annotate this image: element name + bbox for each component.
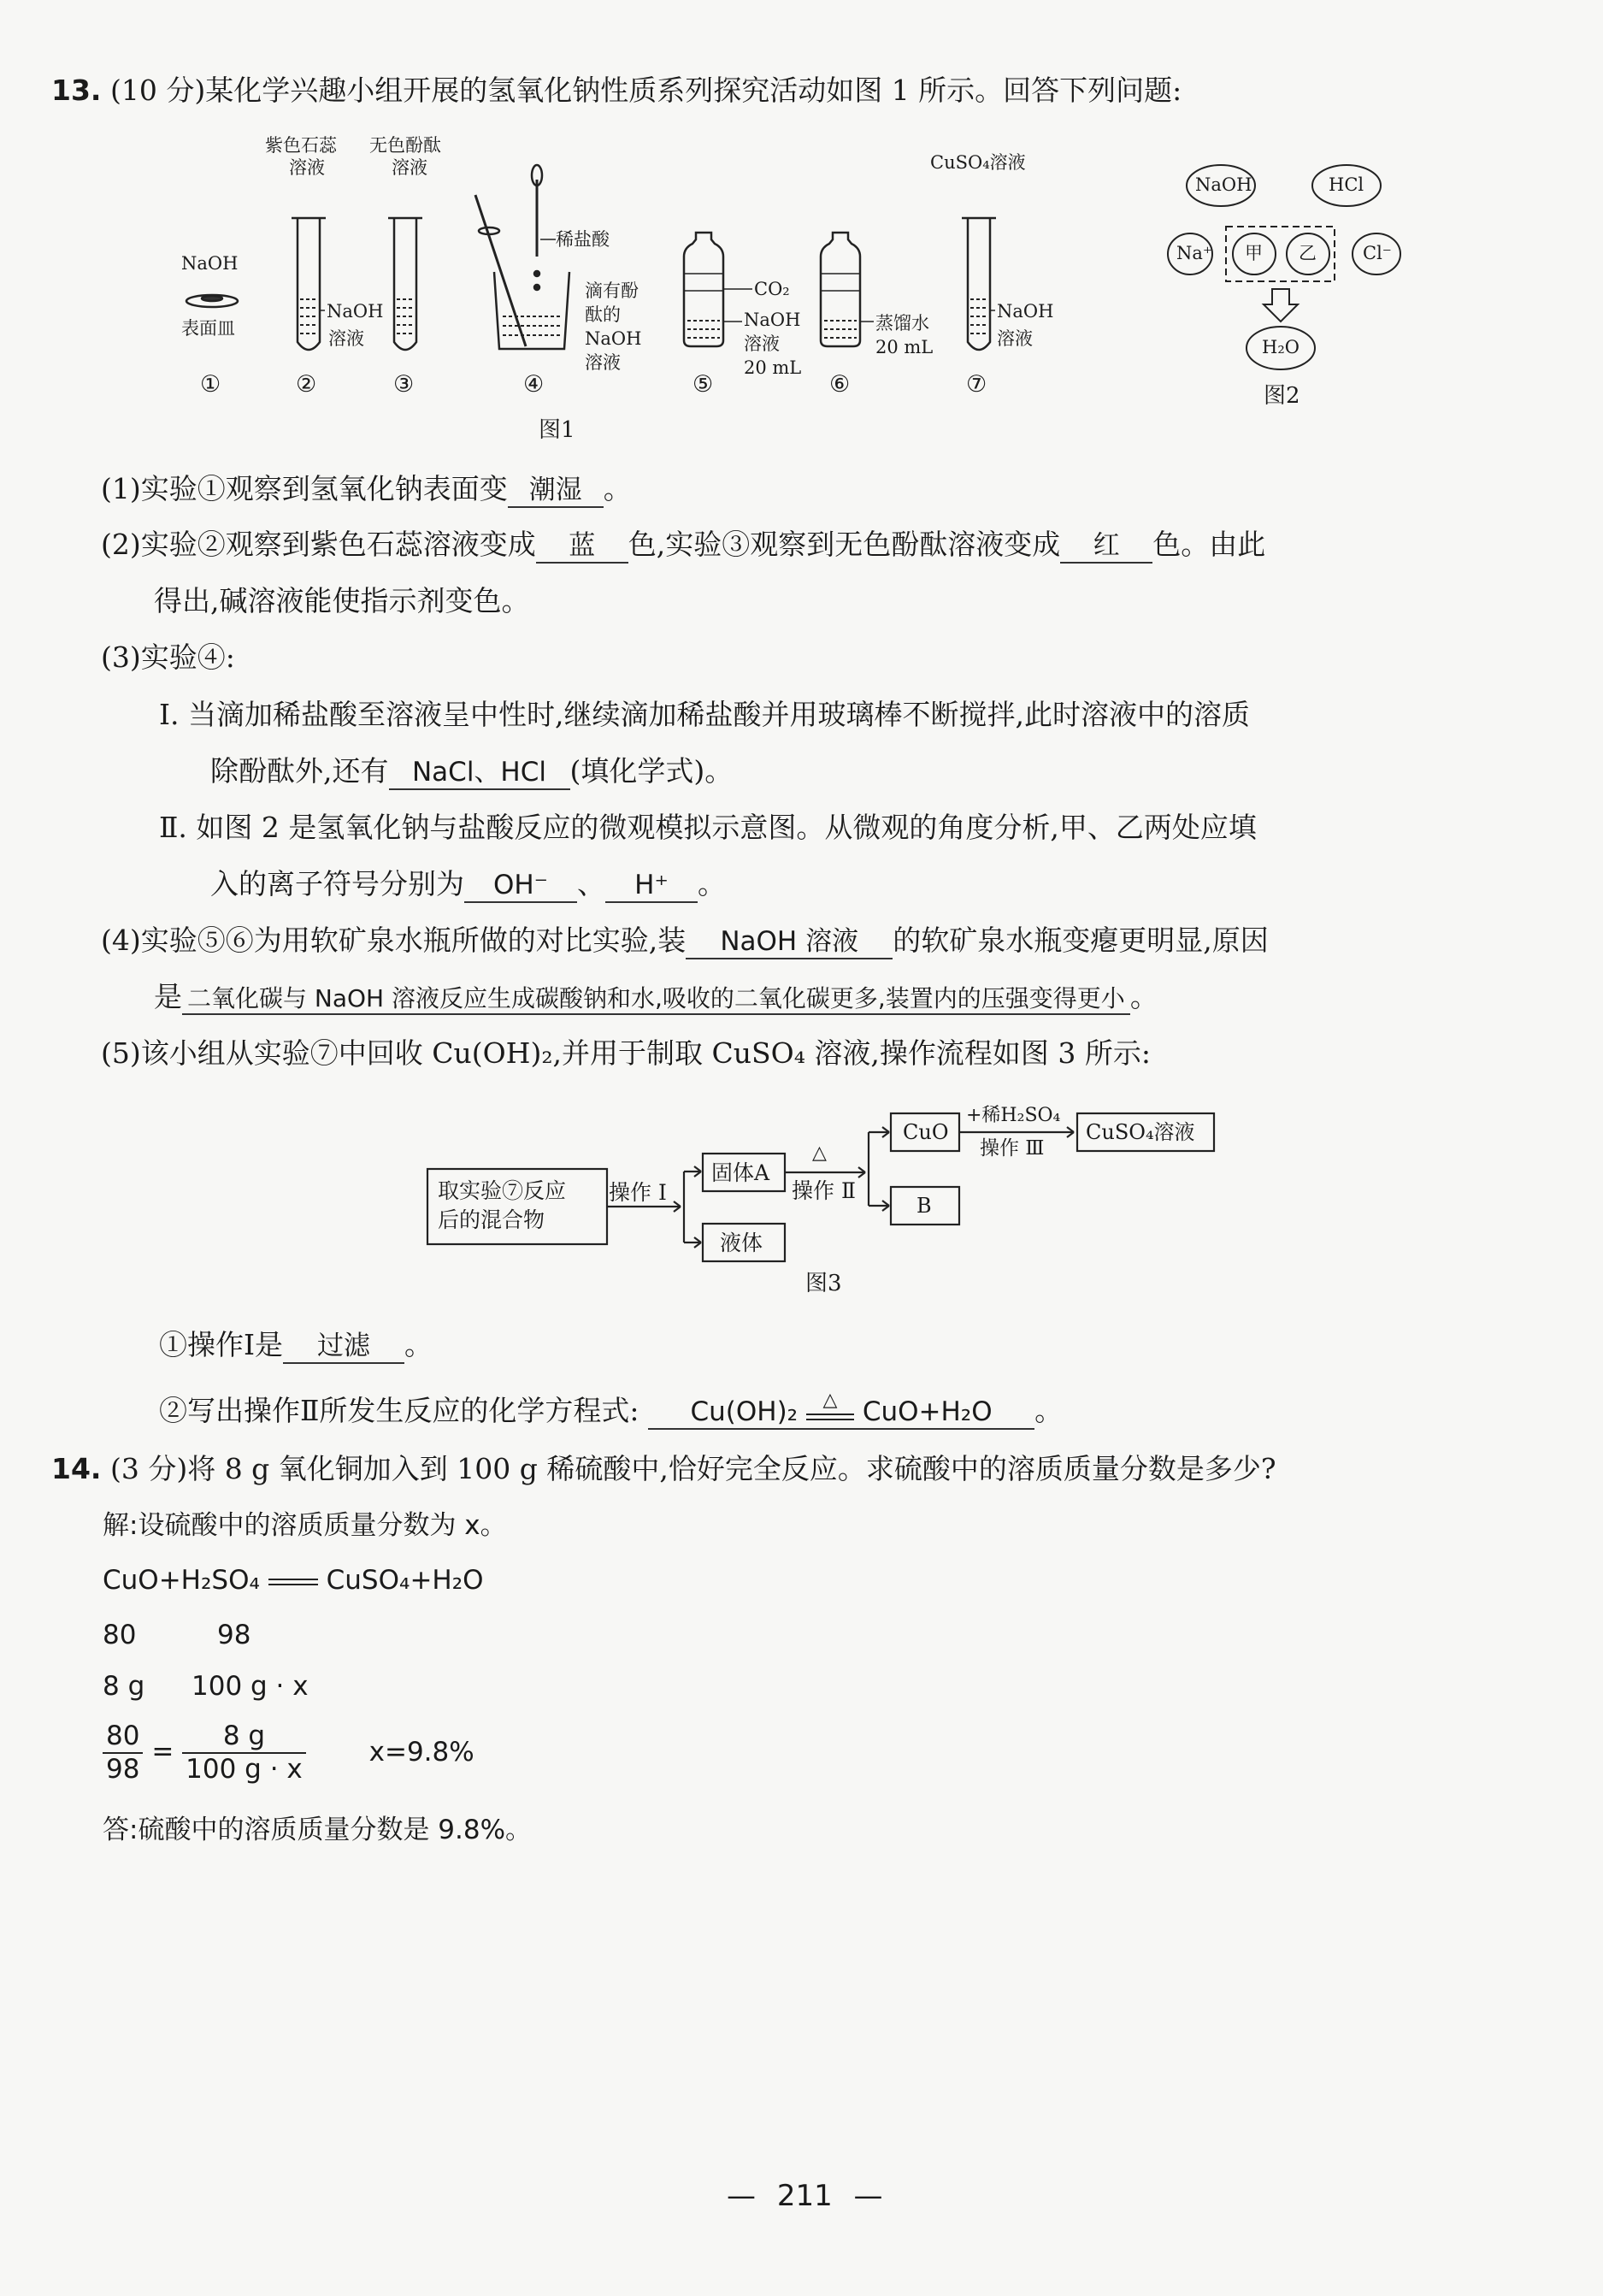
fig2-na-ion: Na⁺ (1176, 243, 1212, 263)
fraction-2-denominator: 100 g · x (186, 1754, 303, 1785)
fig1-beaker-label-4: 溶液 (585, 352, 621, 373)
q13-number: 13. (51, 74, 102, 107)
q13-part3-ii-separator: 、 (577, 867, 605, 900)
fig1-beaker-label-3: NaOH (585, 328, 642, 349)
q13-part1-text: (1)实验①观察到氢氧化钠表面变 (101, 472, 508, 505)
fig3-caption: 图3 (805, 1271, 842, 1296)
q13-part4-text1: (4)实验⑤⑥为用软矿泉水瓶所做的对比实验,装 (101, 924, 687, 957)
q13-part3-ii-end: 。 (698, 867, 726, 900)
fig1-tube7-label-b: 溶液 (997, 328, 1033, 349)
fraction-1-numerator: 80 (103, 1721, 143, 1754)
fig3-solid-a-box: 固体A (711, 1160, 770, 1185)
q13-part5-sub2-end: 。 (1034, 1394, 1064, 1427)
fig1-naoh-solution-label-a: NaOH (327, 301, 384, 322)
fig2-h2o-label: H₂O (1262, 337, 1299, 357)
q13-part2-text2: 色,实验③观察到无色酚酞溶液变成 (628, 528, 1061, 561)
fig1-phenol-label-2: 溶液 (392, 157, 427, 178)
q13-part3-ii-answer1: OH⁻ (464, 870, 577, 903)
q13-part3-ii-text2: 入的离子符号分别为 (210, 867, 464, 900)
q14-number: 14. (51, 1452, 102, 1485)
q13-part5-sub1-end: 。 (404, 1328, 433, 1361)
q13-part3-ii-answer2: H⁺ (605, 870, 698, 903)
q13-part5-text: (5)该小组从实验⑦中回收 Cu(OH)₂,并用于制取 CuSO₄ 溶液,操作流程如图 3 所示: (101, 1036, 1151, 1070)
page-number: — 211 — (727, 2179, 883, 2213)
q13-part1-answer: 潮湿 (508, 475, 604, 508)
fig1-litmus-label-1: 紫色石蕊 (265, 135, 337, 156)
fig3-start-label-1: 取实验⑦反应 (438, 1178, 567, 1203)
q13-part1-end: 。 (603, 472, 632, 505)
q13-part2-text3: 色。由此 (1152, 528, 1266, 561)
q13-stem-text: (10 分)某化学兴趣小组开展的氢氧化钠性质系列探究活动如图 1 所示。回答下列问题: (109, 74, 1182, 107)
fig1-co2-label: CO₂ (754, 279, 790, 299)
fraction-1-denominator: 98 (106, 1754, 140, 1785)
equation-condition (806, 1390, 854, 1420)
q14-molar-mass-h2so4: 98 (217, 1620, 251, 1650)
fig1-naoh-solution-label-b: 溶液 (328, 328, 364, 349)
q13-part2-conclusion: 得出,碱溶液能使指示剂变色。 (154, 584, 530, 617)
fig1-number-2: ② (296, 371, 317, 398)
fig3-op1-label: 操作 Ⅰ (609, 1180, 667, 1205)
heat-symbol: △ (822, 1390, 838, 1411)
fraction-2-numerator: 8 g (182, 1721, 306, 1754)
q13-part5-sub2-answer (648, 1390, 1034, 1430)
q13-part3-i-text2: 除酚酞外,还有 (210, 754, 389, 788)
fig2-caption: 图2 (1264, 383, 1300, 409)
fig1-hcl-label: 稀盐酸 (556, 229, 610, 250)
q14-equation-right: CuSO₄+H₂O (326, 1565, 484, 1596)
q14-result: x=9.8% (368, 1736, 474, 1768)
q13-part4-end: 。 (1129, 980, 1158, 1013)
fig3-acid-label: +稀H₂SO₄ (966, 1105, 1061, 1126)
q14-equation (103, 1565, 484, 1597)
fig2-jia-label: 甲 (1245, 243, 1263, 263)
fig1-beaker-label-1: 滴有酚 (585, 280, 639, 301)
fig3-product-box: CuSO₄溶液 (1086, 1120, 1195, 1144)
q13-part3-i-text1: Ⅰ. 当滴加稀盐酸至溶液呈中性时,继续滴加稀盐酸并用玻璃棒不断搅拌,此时溶液中的溶质 (159, 698, 1250, 731)
q14-solution-intro: 解:设硫酸中的溶质质量分数为 x。 (103, 1510, 507, 1541)
fig3-op2-label: 操作 Ⅱ (792, 1178, 856, 1203)
fig1-caption: 图1 (539, 417, 575, 443)
q13-part2-answer1: 蓝 (536, 530, 628, 564)
fraction-1 (103, 1721, 143, 1785)
equals-sign (268, 1579, 318, 1585)
q13-part3-i-text3: (填化学式)。 (569, 754, 734, 788)
q14-mass-cuo: 8 g (103, 1671, 145, 1702)
q13-part4-text3: 是 (154, 980, 182, 1013)
q13-part5-sub2-text: ②写出操作Ⅱ所发生反应的化学方程式: (159, 1394, 639, 1427)
q13-part5-sub2 (159, 1390, 1064, 1430)
q13-part4-answer1: NaOH 溶液 (686, 926, 893, 959)
fig1-bottle5-label-b: 溶液 (744, 333, 780, 354)
fig1-phenol-label-1: 无色酚酞 (369, 135, 441, 156)
fig1-bottle5-label-a: NaOH (744, 310, 801, 330)
fig1-naoh-label: NaOH (181, 253, 239, 274)
q13-part3-ii-text1: Ⅱ. 如图 2 是氢氧化钠与盐酸反应的微观模拟示意图。从微观的角度分析,甲、乙两处应填 (159, 811, 1257, 844)
q14-answer: 答:硫酸中的溶质质量分数是 9.8%。 (103, 1815, 533, 1845)
q14-stem (51, 1452, 1276, 1486)
fig1-number-7: ⑦ (966, 371, 987, 398)
page-number-value: 211 (776, 2179, 833, 2213)
q14-molar-mass-cuo: 80 (103, 1620, 137, 1650)
q13-part5-sub1-text: ①操作Ⅰ是 (159, 1328, 284, 1361)
q13-part4-text2: 的软矿泉水瓶变瘪更明显,原因 (893, 924, 1269, 957)
q14-equation-left: CuO+H₂SO₄ (103, 1565, 260, 1596)
q13-part4-answer2: 二氧化碳与 NaOH 溶液反应生成碳酸钠和水,吸收的二氧化碳更多,装置内的压强变得更小 (182, 984, 1130, 1015)
fig1-number-4: ④ (523, 371, 545, 398)
fig1-beaker-label-2: 酞的 (585, 304, 621, 325)
fig1-bottle6-label-b: 20 mL (875, 337, 934, 357)
equation-products: CuO+H₂O (862, 1396, 993, 1427)
fig1-number-1: ① (200, 371, 221, 398)
q14-mass-h2so4: 100 g · x (192, 1671, 309, 1702)
fig1-litmus-label-2: 溶液 (289, 157, 325, 178)
fig3-op3-label: 操作 Ⅲ (980, 1137, 1045, 1160)
fig1-cuso4-label: CuSO₄溶液 (930, 152, 1026, 173)
fig3-b-box: B (916, 1194, 932, 1218)
fraction-2 (182, 1721, 306, 1785)
fig3-cuo-box: CuO (903, 1120, 949, 1144)
q14-proportion: $\frac{80}{98}$ = $\frac{8 g}{100 g \cdot x}$ x=9.8% (103, 1721, 474, 1785)
q14-stem-text: (3 分)将 8 g 氧化铜加入到 100 g 稀硫酸中,恰好完全反应。求硫酸中的溶质质量分数是多少? (109, 1452, 1276, 1485)
fig1-number-3: ③ (393, 371, 415, 398)
q13-part2-answer2: 红 (1060, 530, 1152, 564)
q13-part5-sub1 (159, 1328, 433, 1364)
fig2-cl-ion: Cl⁻ (1363, 243, 1392, 263)
equation-reactant: Cu(OH)₂ (690, 1396, 799, 1427)
fig1-number-5: ⑤ (692, 371, 714, 398)
fig2-hcl-label: HCl (1329, 174, 1364, 195)
fig3-start-label-2: 后的混合物 (438, 1207, 545, 1232)
fig1-bottle5-label-c: 20 mL (744, 357, 802, 378)
q13-part3-heading: (3)实验④: (101, 640, 235, 674)
fig1-number-6: ⑥ (829, 371, 851, 398)
q13-part5-sub1-answer: 过滤 (283, 1331, 404, 1364)
fig3-heat-symbol: △ (812, 1142, 827, 1164)
fig2-naoh-label: NaOH (1195, 174, 1252, 195)
fig1-dish-label: 表面皿 (181, 318, 235, 339)
fig2-yi-label: 乙 (1299, 243, 1317, 263)
fig1-bottle6-label-a: 蒸馏水 (875, 313, 929, 333)
q13-part3-i-answer: NaCl、HCl (389, 757, 570, 790)
fig3-liquid-box: 液体 (720, 1231, 763, 1255)
q13-part2-text1: (2)实验②观察到紫色石蕊溶液变成 (101, 528, 536, 561)
fig1-tube7-label-a: NaOH (997, 301, 1054, 322)
